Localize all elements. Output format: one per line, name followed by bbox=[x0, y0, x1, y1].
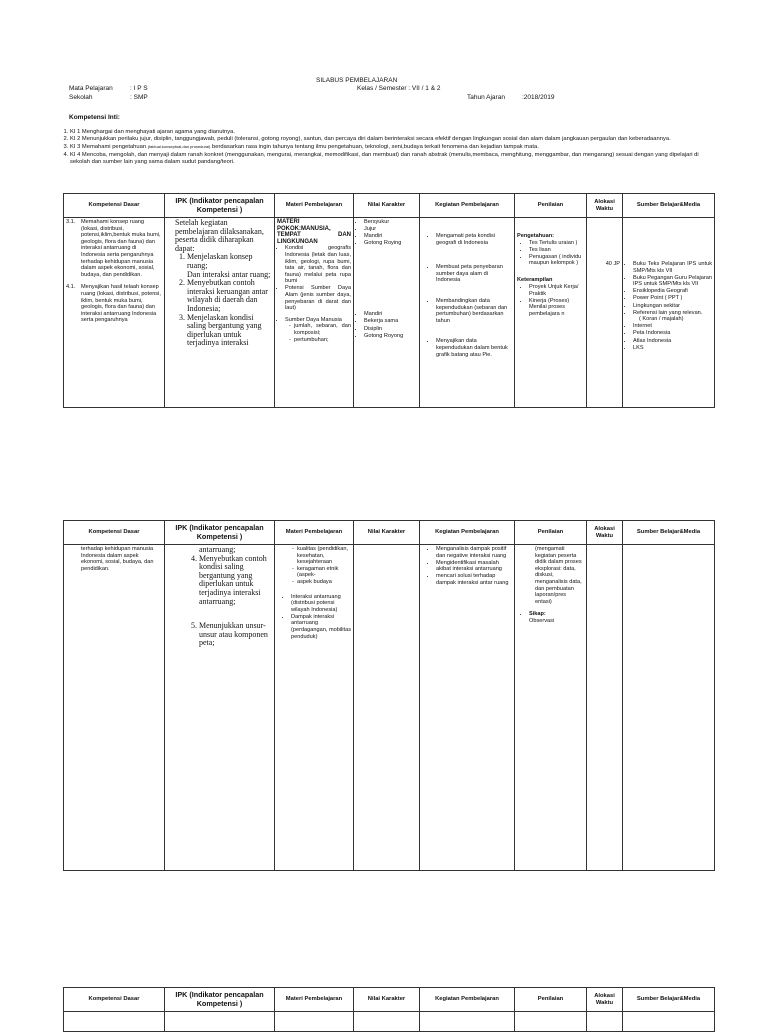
col-sumber: Sumber Belajar&Media bbox=[623, 988, 715, 1012]
ki-title: Kompetensi Inti: bbox=[69, 114, 120, 121]
col-ipk: IPK (Indikator pencapalan Kompetensi ) bbox=[165, 521, 275, 545]
penilaian-item: • Tes lisan bbox=[529, 247, 584, 254]
syllabus-table-3 bbox=[63, 987, 715, 1032]
syllabus-table-1 bbox=[63, 193, 715, 408]
kegiatan-item: • Mengidentifikasi masalah akibat interaksi antarruang bbox=[436, 560, 512, 573]
kegiatan-list bbox=[422, 546, 512, 587]
table-row bbox=[64, 1012, 715, 1032]
kegiatan-item: • Menyajikan data kependudukan dalam bentuk grafik batang atau Pie. bbox=[436, 338, 512, 358]
sumber-item: • Buku Teks Pelajaran IPS untuk SMP/Mts kls VII bbox=[633, 261, 712, 274]
col-sumber: Sumber Belajar&Media bbox=[623, 521, 715, 545]
ipk-text: Dan interaksi antar ruang; bbox=[187, 269, 271, 279]
col-kegiatan: Kegiatan Pembelajaran bbox=[420, 521, 515, 545]
nilai-item: • Gotong Roying bbox=[364, 240, 417, 247]
col-kompetensi-dasar: Kompetensi Dasar bbox=[64, 194, 165, 218]
empty-cell bbox=[420, 1012, 515, 1032]
sumber-item: • LKS bbox=[633, 345, 712, 352]
materi-subitem: - jumlah, sebaran, dan komposisi; bbox=[294, 323, 351, 336]
col-ipk: IPK (Indikator pencapalan Kompetensi ) bbox=[165, 194, 275, 218]
col-ipk: IPK (Indikator pencapalan Kompetensi ) bbox=[165, 988, 275, 1012]
mata-pelajaran-label: Mata Pelajaran bbox=[69, 85, 113, 92]
kd-item-4-1 bbox=[66, 284, 162, 324]
sikap-title: • Sikap: bbox=[529, 611, 584, 618]
col-materi: Materi Pembelajaran bbox=[275, 521, 354, 545]
materi-subitem: - keragaman etnik (aspek- bbox=[297, 566, 351, 579]
kegiatan-item: • Membandingkan data kependudukan (sebaran dan pertumbuhan) berdasarkan tahun bbox=[436, 298, 512, 324]
table-row bbox=[64, 545, 715, 871]
mata-pelajaran-value: : I P S bbox=[130, 85, 148, 92]
sumber-item: • Ensiklopedia Geografi bbox=[633, 288, 712, 295]
kegiatan-cell bbox=[420, 545, 515, 871]
nilai-item: • Jujur bbox=[364, 226, 417, 233]
materi-item bbox=[285, 317, 351, 344]
penilaian-list-2 bbox=[517, 284, 584, 317]
ipk-text: Menjelaskan konsep ruang; bbox=[187, 252, 253, 270]
kd-number: 3.1. bbox=[66, 219, 76, 225]
empty-cell bbox=[165, 1012, 275, 1032]
kegiatan-item: • Menganalisis dampak positif dan negative interaksi ruang bbox=[436, 546, 512, 559]
sumber-extra: ( Koran / majalah) bbox=[639, 316, 684, 323]
materi-item: • Dampak interaksi antarruang (perdagangan, mobilitas penduduk) bbox=[291, 614, 351, 640]
materi-item: • Potensi Sumber Daya Alam (jenis sumber daya, penyebaran di darat dan laut) bbox=[285, 285, 351, 311]
nilai-item: • Mandiri bbox=[364, 311, 417, 318]
sekolah-label: Sekolah bbox=[69, 94, 93, 101]
ipk-item: 3. Menjelaskan kondisi saling bergantung yang diperlukan untuk terjadinya interaksi bbox=[187, 314, 272, 348]
materi-bullet-list bbox=[277, 594, 351, 641]
materi-subitem: - kualitas (pendidikan, kesehatan, kesejahteraan bbox=[297, 546, 351, 566]
kd-cell bbox=[64, 218, 165, 408]
ipk-cell bbox=[165, 545, 275, 871]
nilai-cell bbox=[354, 218, 420, 408]
materi-item: • Interaksi antarruang (distribusi potensi wilayah Indonesia) bbox=[291, 594, 351, 614]
col-materi: Materi Pembelajaran bbox=[275, 194, 354, 218]
materi-text: Sumber Daya Manusia bbox=[285, 316, 342, 323]
nilai-item: • Disiplin bbox=[364, 326, 417, 333]
col-penilaian: Penilaian bbox=[515, 194, 587, 218]
col-nilai-karakter: Nilai Karakter bbox=[354, 988, 420, 1012]
sumber-item: • Referensi lain yang relevan. ( Koran / majalah) bbox=[633, 310, 712, 323]
materi-item: • Kondisi geografis Indonesia (letak dan luas, iklim, geologi, rupa bumi, tata air, tanah, flora dan fauna) melalui peta rupa bumi bbox=[285, 245, 351, 285]
kd-item-3-1 bbox=[66, 219, 162, 278]
kd-text: Menyajikan hasil telaah konsep ruang (lokasi, distribusi, potensi, iklim, bentuk muka bumi, geologis, flora dan fauna) dan interaksi antarruang Indonesia serta pengaruhnya bbox=[81, 284, 161, 324]
sumber-cell bbox=[623, 218, 715, 408]
col-kompetensi-dasar: Kompetensi Dasar bbox=[64, 521, 165, 545]
penilaian-item: • Kinerja (Proses) Menilai proses pembelajara n bbox=[529, 298, 584, 318]
ki-2: 2. KI 2 Menunjukkan perilaku jujur, disiplin, tanggungjawab, peduli (toleransi, gotong royong), santun, dan percaya diri dalam berinteraksi secara efektif dengan lingkungan sosial dan alam dalam jangkauan pergaulan dan keberadaannya. bbox=[70, 136, 716, 143]
tahun-ajaran-label: Tahun Ajaran bbox=[467, 94, 505, 101]
kegiatan-item: • mencari solusi terhadap dampak interaksi antar ruang bbox=[436, 573, 512, 586]
nilai-list-1 bbox=[356, 219, 417, 247]
sumber-item: • Internet bbox=[633, 323, 712, 330]
ki-list bbox=[48, 129, 716, 166]
materi-title: MATERI POKOK:MANUSIA, TEMPAT DAN LINGKUNGAN bbox=[277, 219, 351, 245]
ipk-item: 5. Menunjukkan unsur-unsur atau komponen peta; bbox=[199, 622, 272, 648]
sikap-value: Observasi bbox=[529, 618, 555, 625]
alokasi-cell bbox=[587, 218, 623, 408]
kegiatan-item: • Mengamati peta kondisi geografi di Indonesia bbox=[436, 233, 512, 246]
col-nilai-karakter: Nilai Karakter bbox=[354, 194, 420, 218]
ipk-item bbox=[187, 253, 272, 279]
penilaian-list-1 bbox=[517, 240, 584, 267]
nilai-item: • Gotong Royong bbox=[364, 333, 417, 340]
penilaian-text: (mengamati kegiatan peserta didik dalam proses eksplorasi: data, diskusi, menganalisis data, dan pembuatan laporan/pres entasi) bbox=[535, 546, 582, 605]
ipk-item: 4. Menyebutkan contoh kondisi saling bergantung yang diperlukan untuk terjadinya interaksi antarruang; bbox=[199, 555, 272, 607]
col-alokasi: Alokasi Waktu bbox=[587, 194, 623, 218]
penilaian-cell bbox=[515, 545, 587, 871]
sumber-item: • Power Point ( PPT ) bbox=[633, 295, 712, 302]
nilai-item: • Mandiri bbox=[364, 233, 417, 240]
alokasi-value: 40 JP bbox=[605, 261, 620, 267]
empty-cell bbox=[623, 1012, 715, 1032]
ki-3-text-a: KI 3 Memahami pengetahuan bbox=[70, 144, 147, 151]
sumber-item: • Buku Pegangan Guru Pelajaran IPS untuk SMP/Mts kls VII bbox=[633, 275, 712, 288]
ki-4: 4. KI 4 Mencoba, mengolah, dan menyaji dalam ranah konkret (menggunakan, mengurai, merangkai, memodifikasi, dan membuat) dan ranah abstrak (menulis,membaca, menghitung, menggambar, dan mengarang) sesuai dengan yang dipelajari di sekolah dan sumber lain yang sama dalam sudut pandang/teori. bbox=[70, 152, 716, 166]
ki-3 bbox=[70, 143, 716, 151]
col-penilaian: Penilaian bbox=[515, 988, 587, 1012]
ipk-intro: Setelah kegiatan pembelajaran dilaksanakan, peserta didik diharapkan dapat: bbox=[175, 218, 264, 253]
ipk-text: antarruang; bbox=[199, 545, 236, 554]
col-kegiatan: Kegiatan Pembelajaran bbox=[420, 988, 515, 1012]
sumber-item: • Lingkungan sekitar bbox=[633, 303, 712, 310]
ki-3-small: (faktual,konseptual,dan prosedural) bbox=[147, 144, 211, 150]
empty-cell bbox=[587, 1012, 623, 1032]
penilaian-title: Keterampilan bbox=[517, 277, 553, 284]
kelas-semester: Kelas / Semester : VII / 1 & 2 bbox=[357, 85, 441, 92]
page-title: SILABUS PEMBELAJARAN bbox=[316, 77, 398, 84]
kd-cell bbox=[64, 545, 165, 871]
col-materi: Materi Pembelajaran bbox=[275, 988, 354, 1012]
col-sumber: Sumber Belajar&Media bbox=[623, 194, 715, 218]
empty-cell bbox=[275, 1012, 354, 1032]
col-penilaian: Penilaian bbox=[515, 521, 587, 545]
sumber-item: • Peta Indonesia bbox=[633, 330, 712, 337]
sekolah-value: : SMP bbox=[130, 94, 148, 101]
materi-cell bbox=[275, 545, 354, 871]
penilaian-title: Pengetahuan: bbox=[517, 233, 554, 239]
sumber-list bbox=[625, 261, 712, 351]
penilaian-cell bbox=[515, 218, 587, 408]
materi-subitem: - aspek budaya bbox=[297, 579, 351, 586]
kd-text: Memahami konsep ruang (lokasi, distribusi, potensi,iklim,bentuk muka bumi, geologis, flora dan fauna) dan interaksi antarruang di Indonesia serta pengaruhnya terhadap kehidupan manusia dalam aspek ekonomi, sosial, budaya, dan pendidikan. bbox=[81, 219, 161, 278]
col-kompetensi-dasar: Kompetensi Dasar bbox=[64, 988, 165, 1012]
ki-3-text-b: berdasarkan rasa ingin tahunya tentang ilmu pengetahuan, teknologi, seni,budaya terkait fenomena dan kejadian tampak mata. bbox=[212, 144, 539, 151]
kd-number: 4.1. bbox=[66, 284, 76, 291]
empty-cell bbox=[354, 1012, 420, 1032]
penilaian-item: • Proyek Unjuk Kerja/ Praktik bbox=[529, 284, 584, 297]
materi-subitem: - pertumbuhan; bbox=[294, 337, 351, 344]
penilaian-item: • Tes Tertulis uraian ) bbox=[529, 240, 584, 247]
ipk-cell bbox=[165, 218, 275, 408]
materi-cell bbox=[275, 218, 354, 408]
syllabus-table-2 bbox=[63, 520, 715, 871]
table-header-row bbox=[64, 988, 715, 1012]
tahun-ajaran-value: :2018/2019 bbox=[522, 94, 555, 101]
table-row bbox=[64, 218, 715, 408]
ipk-item: 2. Menyebutkan contoh interaksi keruangan antar wilayah di daerah dan Indonesia; bbox=[187, 279, 272, 313]
col-alokasi: Alokasi Waktu bbox=[587, 521, 623, 545]
materi-dash-list bbox=[277, 546, 351, 586]
nilai-list-2 bbox=[356, 311, 417, 339]
penilaian-item: • Penugasan ( individu maupun kelompok ) bbox=[529, 254, 584, 267]
nilai-item: • Bersyukur bbox=[364, 219, 417, 226]
kegiatan-cell bbox=[420, 218, 515, 408]
alokasi-cell bbox=[587, 545, 623, 871]
table-header-row bbox=[64, 194, 715, 218]
nilai-item: • Bekerja sama bbox=[364, 318, 417, 325]
ki-1: 1. KI 1 Menghargai dan menghayati ajaran agama yang dianutnya. bbox=[70, 129, 716, 136]
empty-cell bbox=[515, 1012, 587, 1032]
sumber-cell bbox=[623, 545, 715, 871]
kegiatan-item: • Membuat peta penyebaran sumber daya alam di Indonesia bbox=[436, 264, 512, 284]
empty-cell bbox=[64, 1012, 165, 1032]
table-header-row bbox=[64, 521, 715, 545]
col-kegiatan: Kegiatan Pembelajaran bbox=[420, 194, 515, 218]
nilai-cell bbox=[354, 545, 420, 871]
col-alokasi: Alokasi Waktu bbox=[587, 988, 623, 1012]
col-nilai-karakter: Nilai Karakter bbox=[354, 521, 420, 545]
sumber-item: • Atlas Indonesia bbox=[633, 338, 712, 345]
kd-text: terhadap kehidupan manusia Indonesia dalam aspek ekonomi, sosial, budaya, dan pendidikan. bbox=[81, 546, 154, 572]
